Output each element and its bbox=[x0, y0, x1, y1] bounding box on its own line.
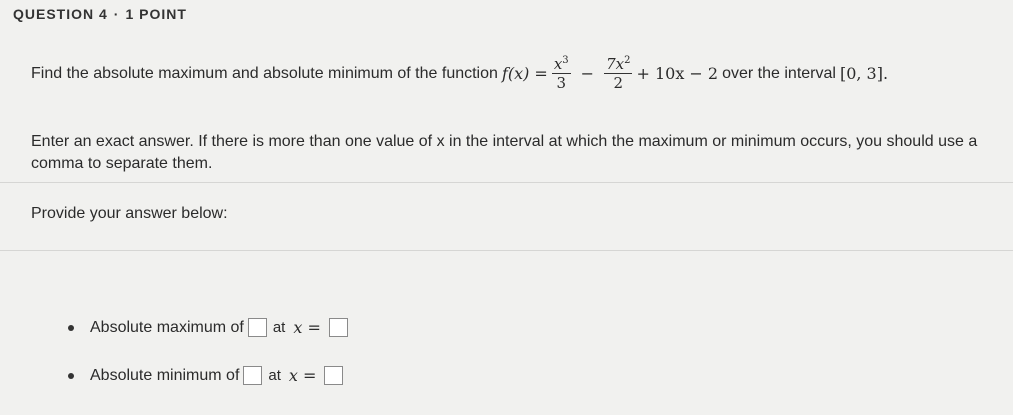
instructions-text: Enter an exact answer. If there is more than one value of x in the interval at which the maximum or minimum occurs, you should use a comma to separate them. bbox=[31, 133, 978, 172]
question-header bbox=[13, 6, 187, 22]
answer-row-minimum bbox=[68, 366, 347, 385]
bullet-icon bbox=[68, 325, 74, 331]
question-prompt bbox=[31, 55, 1006, 92]
term2-denominator: 2 bbox=[613, 74, 624, 92]
prompt-lead: Find the absolute maximum and absolute minimum of the function bbox=[31, 64, 498, 82]
min-x-equals: x = bbox=[288, 366, 317, 385]
fraction-term-2 bbox=[604, 55, 632, 92]
min-value-input[interactable] bbox=[243, 366, 262, 385]
bullet-icon bbox=[68, 373, 74, 379]
max-at-label: at bbox=[272, 319, 286, 336]
term1-denominator: 3 bbox=[556, 74, 567, 92]
header-separator: · bbox=[113, 6, 120, 22]
max-label: Absolute maximum of bbox=[90, 318, 244, 336]
divider-bottom bbox=[0, 250, 1013, 251]
divider-top bbox=[0, 182, 1013, 183]
answer-row-maximum bbox=[68, 318, 352, 337]
question-number: QUESTION 4 bbox=[13, 6, 108, 22]
max-value-input[interactable] bbox=[248, 318, 267, 337]
interval-lead: over the interval bbox=[722, 64, 836, 82]
max-x-equals: x = bbox=[293, 318, 321, 337]
fraction-term-1 bbox=[552, 55, 571, 92]
question-points: 1 POINT bbox=[125, 6, 187, 22]
expression-tail: + 10x − 2 bbox=[636, 64, 719, 83]
min-at-label: at bbox=[268, 367, 281, 384]
provide-answer-label: Provide your answer below: bbox=[31, 205, 228, 222]
term2-exponent: 2 bbox=[624, 55, 631, 66]
min-x-input[interactable] bbox=[324, 366, 343, 385]
function-name: f(x) = bbox=[501, 64, 548, 83]
max-x-input[interactable] bbox=[329, 318, 348, 337]
function-expression bbox=[502, 55, 718, 92]
term2-numerator: 7x bbox=[606, 55, 625, 73]
interval: [0, 3]. bbox=[839, 64, 889, 83]
term1-numerator: x bbox=[553, 55, 563, 73]
term1-exponent: 3 bbox=[562, 55, 569, 66]
min-label: Absolute minimum of bbox=[90, 366, 240, 384]
minus-operator: − bbox=[580, 64, 595, 83]
